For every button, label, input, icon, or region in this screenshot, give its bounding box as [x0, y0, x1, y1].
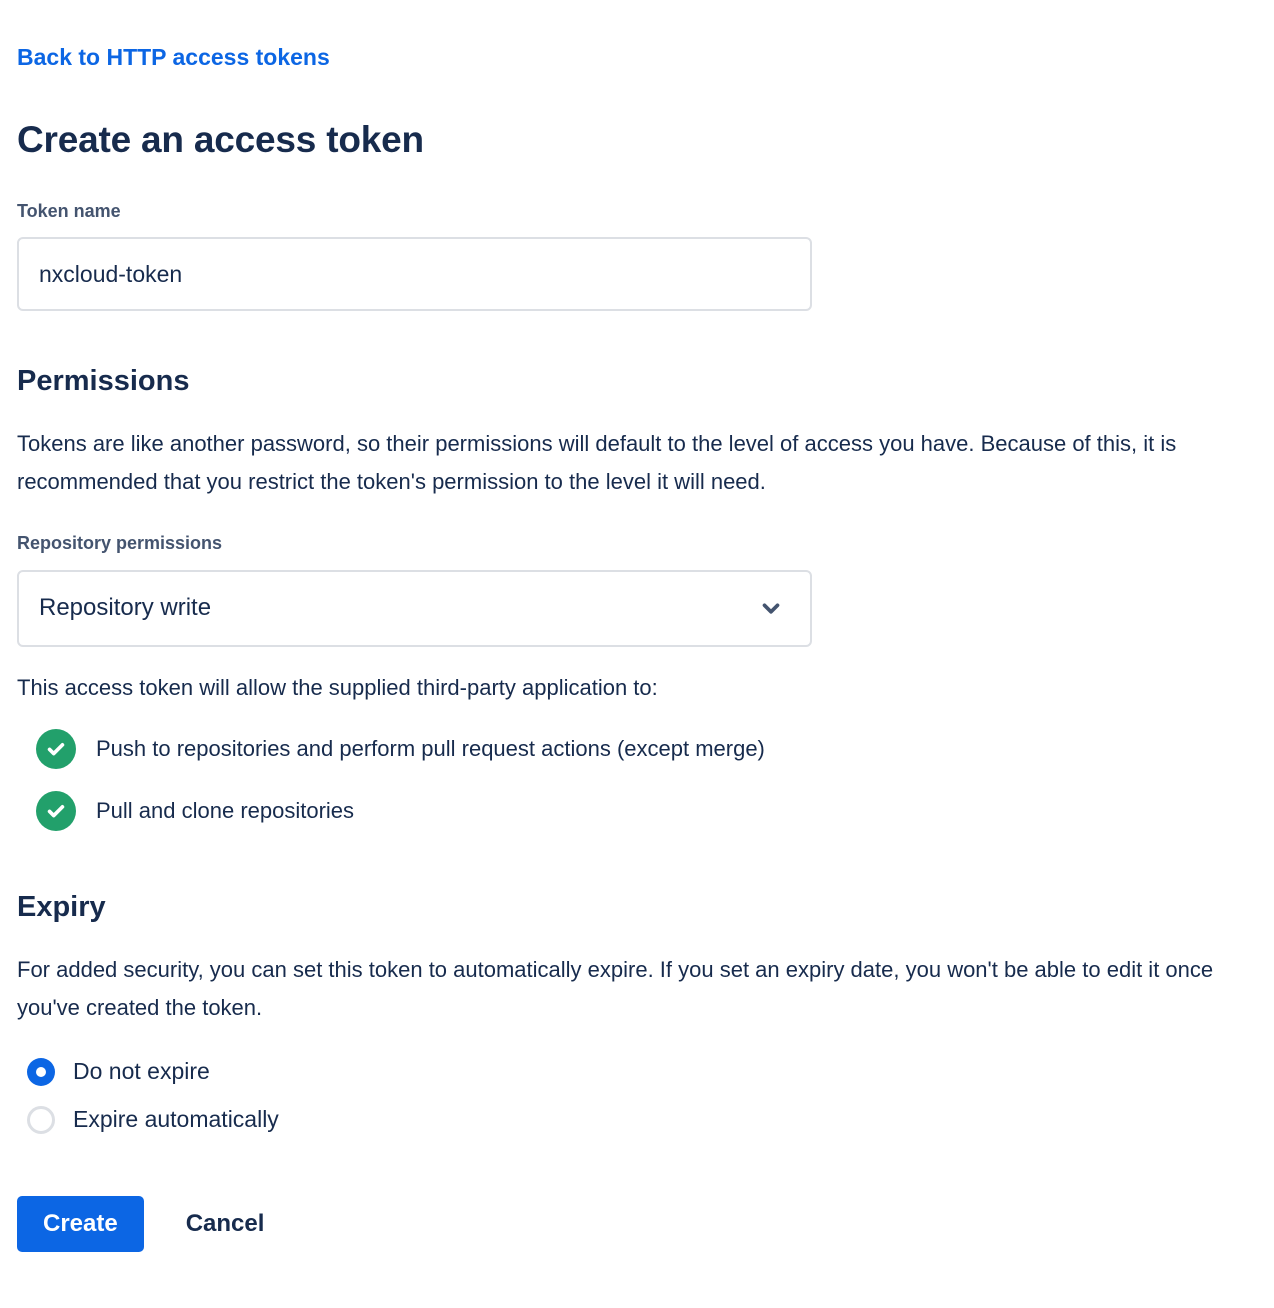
check-circle-icon	[36, 791, 76, 831]
token-name-input[interactable]	[17, 237, 812, 311]
token-name-label: Token name	[17, 200, 121, 221]
token-name-field	[17, 201, 1257, 312]
expiry-section	[17, 891, 1257, 1134]
capability-item	[36, 729, 1257, 769]
radio-label: Expire automatically	[73, 1106, 279, 1133]
allow-intro-text: This access token will allow the supplied third-party application to:	[17, 674, 658, 700]
create-button[interactable]: Create	[17, 1196, 144, 1252]
repository-permissions-selected-value: Repository write	[39, 594, 212, 622]
expiry-radio-group	[17, 1058, 1257, 1134]
repository-permissions-field	[17, 533, 1257, 647]
back-to-http-access-tokens-link[interactable]: Back to HTTP access tokens	[17, 44, 330, 70]
repository-permissions-select[interactable]	[17, 570, 812, 647]
permissions-heading: Permissions	[17, 365, 190, 398]
permissions-section	[17, 365, 1257, 831]
capability-list	[17, 729, 1257, 831]
page-title: Create an access token	[17, 118, 424, 160]
radio-label: Do not expire	[73, 1058, 210, 1085]
capability-label: Push to repositories and perform pull request actions (except merge)	[96, 735, 765, 761]
form-actions	[17, 1196, 1257, 1252]
radio-option-do-not-expire[interactable]	[27, 1058, 1257, 1086]
permissions-description: Tokens are like another password, so their permissions will default to the level of access you have. Because of this, it is recommended that you restrict the token's permission to the level it will need.	[17, 431, 1177, 495]
radio-option-expire-automatically[interactable]	[27, 1106, 1257, 1134]
check-circle-icon	[36, 729, 76, 769]
repository-permissions-label: Repository permissions	[17, 533, 223, 554]
radio-unselected-icon[interactable]	[27, 1106, 55, 1134]
capability-item	[36, 791, 1257, 831]
expiry-description: For added security, you can set this token to automatically expire. If you set an expiry date, you won't be able to edit it once you've created the token.	[17, 956, 1214, 1020]
radio-selected-icon[interactable]	[27, 1058, 55, 1086]
expiry-heading: Expiry	[17, 890, 106, 923]
capability-label: Pull and clone repositories	[96, 797, 355, 823]
chevron-down-icon	[758, 595, 784, 621]
cancel-button[interactable]: Cancel	[185, 1209, 265, 1237]
